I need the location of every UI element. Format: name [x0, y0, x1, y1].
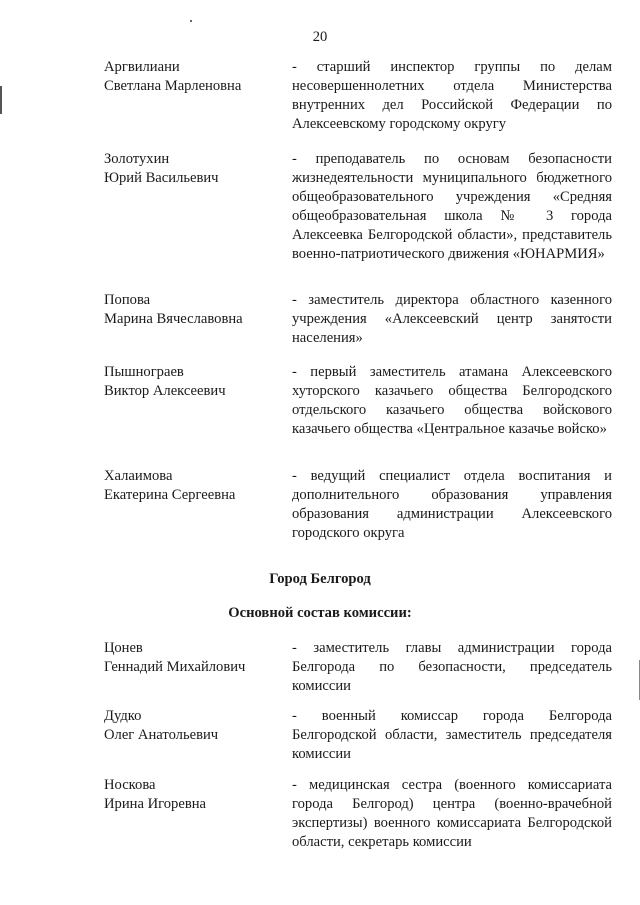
member-surname: Носкова: [104, 777, 156, 793]
member-given-names: Юрий Васильевич: [104, 170, 219, 186]
member-given-names: Светлана Марленовна: [104, 78, 242, 94]
member-name: [104, 150, 284, 188]
commission-subheading: Основной состав комиссии:: [228, 605, 412, 621]
scan-margin-mark: [0, 86, 2, 114]
member-position: - военный комиссар города Белгорода Белгородской области, заместитель председателя комиссии: [292, 708, 612, 762]
page-number: 20: [312, 29, 328, 45]
member-given-names: Геннадий Михайлович: [104, 659, 246, 675]
member-position: - ведущий специалист отдела воспитания и дополнительного образования управления образования администрации Алексеевского городского округа: [292, 468, 612, 541]
member-name: [104, 776, 284, 814]
member-name: [104, 291, 284, 329]
member-name: [104, 467, 284, 505]
member-surname: Аргвилиани: [104, 59, 180, 75]
member-position: - старший инспектор группы по делам несовершеннолетних отдела Министерства внутренних дел Российской Федерации по Алексеевскому городскому округу: [292, 59, 612, 132]
member-position: - заместитель директора областного казенного учреждения «Алексеевский центр занятости населения»: [292, 292, 612, 346]
member-position: - преподаватель по основам безопасности жизнедеятельности муниципального бюджетного общеобразовательного учреждения «Средняя общеобразовательная школа № 3 города Алексеевка Белгородской области», представитель военно-патриотического движения «ЮНАРМИЯ»: [292, 151, 612, 262]
member-given-names: Екатерина Сергеевна: [104, 487, 236, 503]
member-surname: Золотухин: [104, 151, 170, 167]
member-position: - первый заместитель атамана Алексеевского хуторского казачьего общества Белгородского отдельского казачьего общества войскового казачьего общества «Центральное казачье войско»: [292, 364, 612, 437]
member-name: [104, 639, 284, 677]
member-name: [104, 363, 284, 401]
member-given-names: Ирина Игоревна: [104, 796, 206, 812]
scan-speck: [190, 20, 192, 22]
member-surname: Халаимова: [104, 468, 173, 484]
member-name: [104, 58, 284, 96]
member-surname: Дудко: [104, 708, 142, 724]
member-position: - заместитель главы администрации города Белгорода по безопасности, председатель комиссии: [292, 640, 612, 694]
member-surname: Цонев: [104, 640, 143, 656]
member-position: - медицинская сестра (военного комиссариата города Белгород) центра (военно-врачебной экспертизы) военного комиссариата Белгородской области, секретарь комиссии: [292, 777, 612, 850]
member-surname: Пышнограев: [104, 364, 184, 380]
member-surname: Попова: [104, 292, 151, 308]
city-heading: Город Белгород: [269, 571, 371, 587]
member-name: [104, 707, 284, 745]
member-given-names: Виктор Алексеевич: [104, 383, 226, 399]
member-given-names: Олег Анатольевич: [104, 727, 219, 743]
member-given-names: Марина Вячеславовна: [104, 311, 243, 327]
